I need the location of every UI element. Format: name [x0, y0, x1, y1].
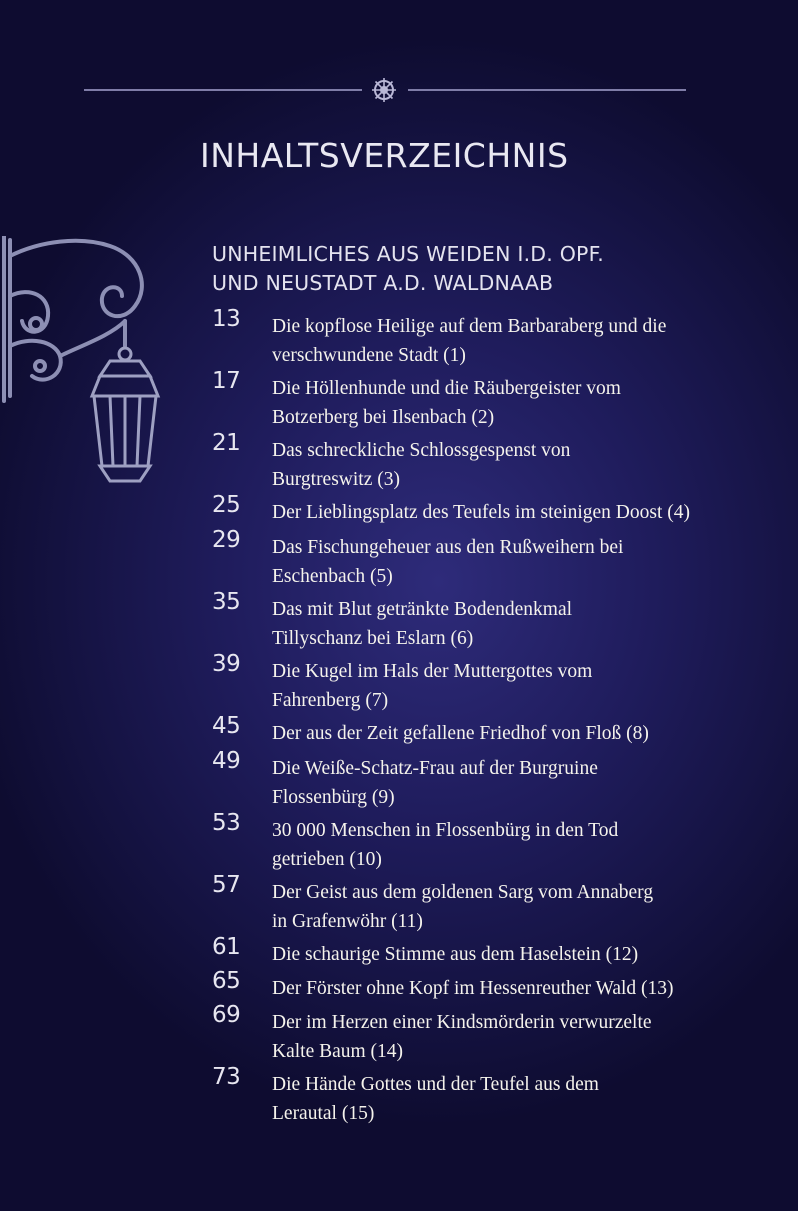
section-heading [212, 240, 692, 298]
toc-entry-line: Das Fischungeheuer aus den Rußweihern bei [272, 537, 624, 558]
page-title: INHALTSVERZEICHNIS [200, 136, 569, 175]
ornament-rule-left [84, 89, 362, 91]
toc-entry-line: Der aus der Zeit gefallene Friedhof von Floß (8) [272, 723, 649, 744]
toc-entry-line: Das schreckliche Schlossgespenst von [272, 440, 571, 461]
toc-entry-title [272, 878, 702, 936]
toc-page-number: 53 [212, 810, 241, 836]
toc-entry-line: Kalte Baum (14) [272, 1041, 404, 1062]
toc-entry-title [272, 719, 702, 748]
toc-entry-line: Fahrenberg (7) [272, 690, 389, 711]
toc-entry-line: getrieben (10) [272, 849, 382, 870]
toc-entry-line: 30 000 Menschen in Flossenbürg in den Tod [272, 820, 619, 841]
section-heading-line-2: UND NEUSTADT A.D. WALDNAAB [212, 271, 554, 295]
toc-entry-line: Die Hände Gottes und der Teufel aus dem [272, 1074, 599, 1095]
toc-entry-line: Die Weiße-Schatz-Frau auf der Burgruine [272, 758, 598, 779]
toc-entry-line: Der Geist aus dem goldenen Sarg vom Annaberg [272, 882, 654, 903]
toc-entry-title [272, 533, 702, 591]
toc-entry-line: Die kopflose Heilige auf dem Barbaraberg und die [272, 316, 667, 337]
toc-page-number: 57 [212, 872, 241, 898]
toc-page-number: 21 [212, 430, 241, 456]
toc-entry-line: verschwundene Stadt (1) [272, 345, 466, 366]
toc-page-number: 25 [212, 492, 241, 518]
toc-entry-title [272, 657, 702, 715]
ornament-rule-right [408, 89, 686, 91]
toc-page-number: 49 [212, 748, 241, 774]
toc-entry-title [272, 595, 702, 653]
toc-entry-line: in Grafenwöhr (11) [272, 911, 423, 932]
toc-entry-title [272, 1008, 702, 1066]
toc-entry-line: Tillyschanz bei Eslarn (6) [272, 628, 474, 649]
toc-entry-line: Der im Herzen einer Kindsmörderin verwurzelte [272, 1012, 652, 1033]
toc-entry-title [272, 940, 702, 969]
toc-page-number: 13 [212, 306, 241, 332]
toc-entry-line: Der Lieblingsplatz des Teufels im steinigen Doost (4) [272, 502, 690, 523]
toc-page-number: 39 [212, 651, 241, 677]
toc-entry-line: Burgtreswitz (3) [272, 469, 400, 490]
toc-entry-title [272, 436, 702, 494]
toc-entry-title [272, 374, 702, 432]
section-heading-line-1: UNHEIMLICHES AUS WEIDEN I.D. OPF. [212, 242, 605, 266]
toc-entry-title [272, 974, 702, 1003]
toc-entry-line: Das mit Blut getränkte Bodendenkmal [272, 599, 573, 620]
toc-page-number: 17 [212, 368, 241, 394]
header-ornament [84, 80, 686, 100]
toc-page-number: 61 [212, 934, 241, 960]
toc-entry-line: Lerautal (15) [272, 1103, 375, 1124]
toc-entry-line: Eschenbach (5) [272, 566, 393, 587]
toc-entry-line: Der Förster ohne Kopf im Hessenreuther Wald (13) [272, 978, 674, 999]
toc-page-number: 69 [212, 1002, 241, 1028]
toc-page-number: 29 [212, 527, 241, 553]
toc-entry-title [272, 1070, 702, 1128]
toc-entry-title [272, 754, 702, 812]
toc-page-number: 45 [212, 713, 241, 739]
toc-entry-line: Flossenbürg (9) [272, 787, 395, 808]
street-lantern-icon [0, 236, 185, 496]
toc-entry-line: Die schaurige Stimme aus dem Haselstein (12) [272, 944, 639, 965]
toc-entry-line: Botzerberg bei Ilsenbach (2) [272, 407, 495, 428]
toc-entry-title [272, 312, 702, 370]
toc-entry-line: Die Höllenhunde und die Räubergeister vom [272, 378, 621, 399]
toc-page-number: 73 [212, 1064, 241, 1090]
toc-page-number: 65 [212, 968, 241, 994]
toc-entry-line: Die Kugel im Hals der Muttergottes vom [272, 661, 593, 682]
toc-entry-title [272, 498, 702, 527]
toc-entry-title [272, 816, 702, 874]
ornament-emblem-icon [371, 77, 397, 103]
toc-page-number: 35 [212, 589, 241, 615]
